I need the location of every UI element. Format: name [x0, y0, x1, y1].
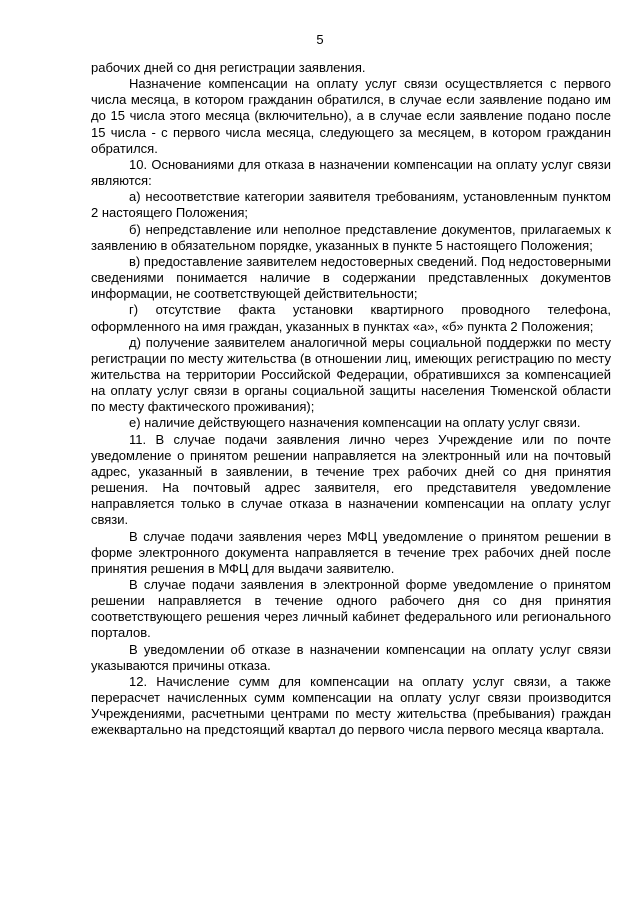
paragraph-item-11: 11. В случае подачи заявления лично через Учреждение или по почте уведомление о принятом решении направляется на электронный или на почтовый адрес, указанный в заявлении, в течение трех рабочих дней со дня принятия решения. На почтовый адрес заявителя, его представителя уведомление направляется только в случае отказа в назначении компенсации на оплату услуг связи. [91, 431, 611, 528]
paragraph-item-10: 10. Основаниями для отказа в назначении компенсации на оплату услуг связи являются: [91, 156, 611, 189]
paragraph-item-10-e: е) наличие действующего назначения компенсации на оплату услуг связи. [129, 415, 581, 431]
paragraph-item-10-d: д) получение заявителем аналогичной меры социальной поддержки по месту регистрации по месту жительства (в отношении лиц, имеющих регистрацию по месту жительства на территории Российской Федерации, обратившихся за компенсацией на оплату услуг связи в органы социальной защиты населения Тюменской области по месту фактического проживания); [91, 334, 611, 415]
paragraph-continuation: рабочих дней со дня регистрации заявления. [91, 60, 366, 75]
paragraph-item-10-b: б) непредставление или неполное представление документов, прилагаемых к заявлению в обязательном порядке, указанных в пункте 5 настоящего Положения; [91, 221, 611, 253]
paragraph-item-10-v: в) предоставление заявителем недостоверных сведений. Под недостоверными сведениями понимается наличие в содержании представленных документов информации, не соответствующей действительности; [91, 253, 611, 302]
paragraph-item-12: 12. Начисление сумм для компенсации на оплату услуг связи, а также перерасчет начисленных сумм компенсации на оплату услуг связи производится Учреждениями, расчетными центрами по месту жительства (пребывания) граждан ежеквартально на предстоящий квартал до первого числа первого месяца квартала. [91, 673, 611, 738]
paragraph-electronic-notice: В случае подачи заявления в электронной форме уведомление о принятом решении направляется в течение одного рабочего дня со дня принятия соответствующего решения через личный кабинет федерального или регионального порталов. [91, 577, 611, 641]
paragraph-refusal-reasons: В уведомлении об отказе в назначении компенсации на оплату услуг связи указываются причины отказа. [91, 641, 611, 673]
page-number: 5 [316, 32, 324, 47]
paragraph-mfc-notice: В случае подачи заявления через МФЦ уведомление о принятом решении в форме электронного документа направляется в течение трех рабочих дней после принятия решения в МФЦ для выдачи заявителю. [91, 528, 611, 576]
document-body [91, 60, 611, 739]
paragraph-item-10-a: а) несоответствие категории заявителя требованиям, установленным пунктом 2 настоящего Положения; [91, 189, 611, 221]
paragraph-item-10-g: г) отсутствие факта установки квартирного проводного телефона, оформленного на имя граждан, указанных в пунктах «а», «б» пункта 2 Положения; [91, 302, 611, 334]
paragraph-compensation-start: Назначение компенсации на оплату услуг связи осуществляется с первого числа месяца, в котором гражданин обратился, в случае если заявление подано им до 15 числа этого месяца (включительно), а в случае если заявление подано после 15 числа - с первого числа месяца, следующего за месяцем, в котором гражданин обратился. [91, 76, 611, 156]
